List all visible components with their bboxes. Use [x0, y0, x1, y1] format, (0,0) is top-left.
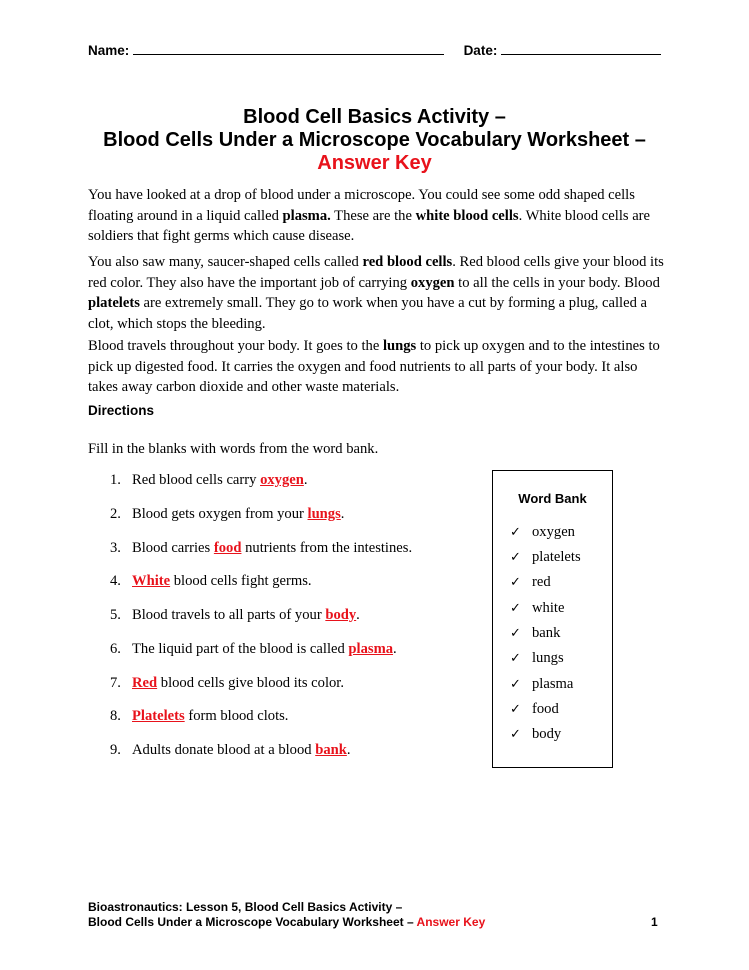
word-bank-word: platelets	[532, 549, 581, 565]
question-text-end: .	[356, 607, 360, 623]
question-text-end: .	[346, 742, 351, 758]
question-2	[110, 506, 344, 523]
question-number: 2.	[110, 506, 121, 522]
question-1	[110, 472, 308, 489]
title-answer-key: Answer Key	[317, 152, 432, 174]
question-number: 7.	[110, 675, 121, 691]
answer-blank[interactable]: food	[213, 540, 242, 556]
p2-bold-red-blood-cells: red blood cells	[362, 254, 453, 270]
question-5	[110, 607, 360, 624]
checkmark-icon: ✓	[510, 550, 521, 565]
name-label: Name:	[88, 43, 130, 58]
answer-blank[interactable]: bank	[315, 742, 347, 758]
question-number: 8.	[110, 708, 121, 724]
p2-text-4: are extremely small. They go to work when you have a cut by forming a plug, called a clot, which stops the bleeding.	[88, 295, 648, 332]
p1-text-1: You have looked at a drop of blood under a microscope. You could see some odd shaped cells floating around in a liquid called	[88, 187, 635, 224]
directions-text: Fill in the blanks with words from the word bank.	[88, 441, 379, 457]
checkmark-icon: ✓	[510, 702, 521, 717]
question-9	[110, 742, 351, 759]
date-label: Date:	[463, 43, 498, 58]
p2-text-3: to all the cells in your body. Blood	[454, 274, 660, 291]
name-date-header	[88, 41, 660, 58]
p1-bold-plasma: plasma.	[282, 207, 331, 224]
word-bank-item	[510, 524, 575, 541]
word-bank-item	[510, 726, 561, 743]
question-text: Blood carries	[132, 540, 214, 556]
question-text: Adults donate blood at a blood	[132, 742, 316, 758]
word-bank-item	[510, 625, 560, 642]
answer-blank[interactable]: Platelets	[132, 708, 185, 724]
name-blank[interactable]	[133, 41, 444, 55]
question-text-end: nutrients from the intestines.	[241, 540, 413, 556]
question-text-end: .	[393, 641, 397, 657]
word-bank-item	[510, 549, 581, 566]
answer-blank[interactable]: body	[325, 607, 357, 623]
question-text: Blood gets oxygen from your	[132, 506, 308, 522]
word-bank-item	[510, 676, 573, 693]
intro-paragraph-2	[88, 252, 668, 334]
question-text-end: .	[340, 506, 345, 522]
footer-line-2-text: Blood Cells Under a Microscope Vocabulary Worksheet –	[88, 914, 414, 929]
p1-bold-white-blood-cells: white blood cells	[415, 207, 519, 224]
p2-text-2: . Red blood cells give your blood its red color. They also have the important job of carrying	[88, 254, 664, 291]
answer-blank[interactable]: plasma	[348, 641, 394, 657]
checkmark-icon: ✓	[510, 677, 521, 692]
date-blank[interactable]	[501, 41, 661, 55]
question-8	[110, 708, 288, 725]
question-6	[110, 641, 397, 658]
p2-text-1: You also saw many, saucer-shaped cells called	[88, 254, 363, 270]
word-bank-title: Word Bank	[518, 491, 587, 506]
word-bank-word: body	[532, 726, 562, 742]
question-text: Blood travels to all parts of your	[132, 607, 326, 623]
footer-line-1: Bioastronautics: Lesson 5, Blood Cell Basics Activity –	[88, 900, 403, 914]
footer-line-2	[88, 915, 485, 930]
question-number: 6.	[110, 641, 121, 657]
question-number: 5.	[110, 607, 121, 623]
question-number: 4.	[110, 573, 121, 589]
checkmark-icon: ✓	[510, 727, 521, 742]
checkmark-icon: ✓	[510, 651, 521, 666]
word-bank-word: oxygen	[532, 524, 575, 540]
word-bank-box	[492, 470, 613, 768]
question-text: Red blood cells carry	[132, 472, 261, 488]
page-footer	[88, 900, 485, 929]
intro-paragraph-3	[88, 336, 668, 398]
question-text-end: form blood clots.	[184, 708, 289, 724]
word-bank-word: bank	[532, 625, 561, 641]
word-bank-word: red	[532, 574, 551, 590]
question-7	[110, 675, 344, 692]
footer-answer-key: Answer Key	[416, 914, 486, 929]
p2-bold-platelets: platelets	[88, 295, 140, 311]
answer-blank[interactable]: oxygen	[260, 472, 304, 488]
page-number: 1	[651, 915, 658, 929]
word-bank-item	[510, 701, 559, 718]
question-text-end: .	[303, 472, 308, 488]
question-text-end: blood cells give blood its color.	[157, 675, 345, 691]
answer-blank[interactable]: White	[132, 573, 171, 589]
p3-text-1: Blood travels throughout your body. It goes to the	[88, 338, 383, 354]
question-number: 3.	[110, 540, 121, 556]
word-bank-item	[510, 650, 564, 667]
checkmark-icon: ✓	[510, 575, 521, 590]
title-line-2: Blood Cells Under a Microscope Vocabulary Worksheet –	[103, 129, 646, 151]
question-4	[110, 573, 312, 590]
answer-blank[interactable]: Red	[132, 675, 158, 691]
question-3	[110, 540, 412, 557]
p2-bold-oxygen: oxygen	[410, 274, 455, 291]
title-line-1: Blood Cell Basics Activity –	[243, 106, 506, 128]
word-bank-item	[510, 600, 564, 617]
word-bank-word: lungs	[532, 650, 564, 666]
word-bank-word: white	[532, 600, 565, 616]
question-number: 9.	[110, 742, 121, 758]
directions-heading: Directions	[88, 403, 155, 418]
checkmark-icon: ✓	[510, 525, 521, 540]
checkmark-icon: ✓	[510, 626, 521, 641]
worksheet-title	[60, 106, 689, 175]
question-number: 1.	[110, 472, 121, 488]
word-bank-item	[510, 574, 551, 591]
p3-bold-lungs: lungs	[382, 338, 417, 354]
question-text-end: blood cells fight germs.	[170, 573, 312, 589]
p1-text-2: These are the	[330, 207, 416, 224]
word-bank-word: plasma	[532, 676, 574, 692]
word-bank-word: food	[532, 701, 559, 717]
checkmark-icon: ✓	[510, 601, 521, 616]
question-text: The liquid part of the blood is called	[132, 641, 349, 657]
answer-blank[interactable]: lungs	[307, 506, 341, 522]
intro-paragraph-1	[88, 185, 668, 247]
p3-text-2: to pick up oxygen and to the intestines to pick up digested food. It carries the oxygen and food nutrients to all parts of your body. It also takes away carbon dioxide and other waste materials.	[88, 338, 660, 395]
p1-text-3: . White blood cells are soldiers that fight germs which cause disease.	[88, 207, 651, 244]
